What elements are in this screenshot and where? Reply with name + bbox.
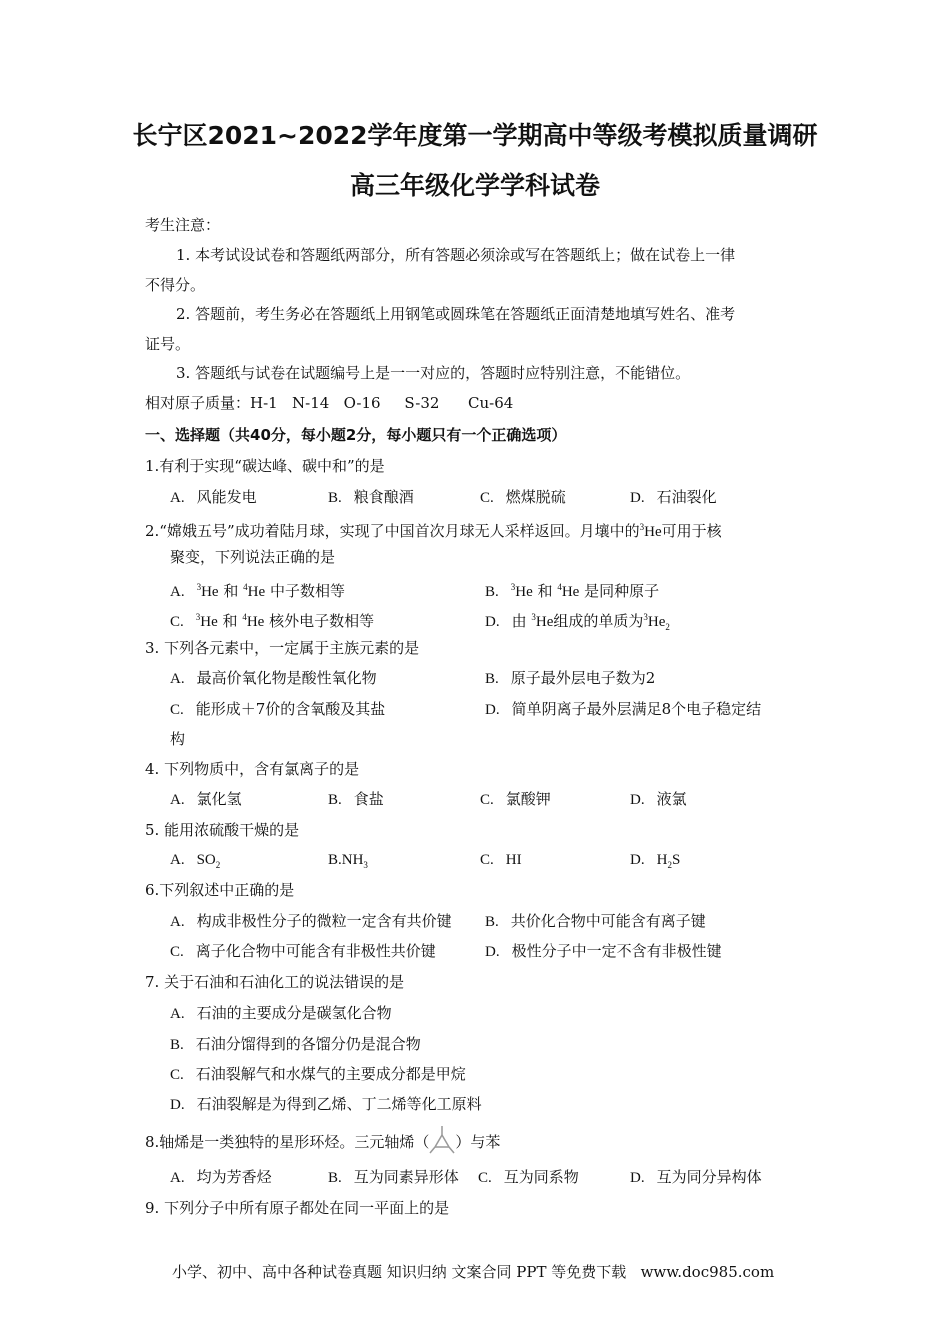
text: B. (170, 1037, 184, 1053)
option-a (170, 577, 345, 602)
text: 3 (643, 612, 648, 622)
option-d-cont: 构 (170, 730, 186, 748)
text: 和 (223, 582, 239, 600)
notice-item-3: 3. 答题纸与试卷在试题编号上是一一对应的，答题时应特别注意，不能错位。 (176, 364, 691, 382)
text: 构成非极性分子的微粒一定含有共价键 (196, 912, 452, 930)
text: 2 (665, 622, 670, 632)
text: 原子最外层电子数为2 (510, 669, 656, 687)
text: 4 (557, 582, 562, 592)
question-8 (145, 1130, 500, 1154)
text: 均为芳香烃 (196, 1168, 272, 1186)
text: 石油裂解是为得到乙烯、丁二烯等化工原料 (196, 1095, 482, 1113)
text: 2.“嫦娥五号”成功着陆月球，实现了中国首次月球无人采样返回。月壤中的 (145, 522, 640, 540)
text: D. (630, 852, 645, 868)
notice-item-2: 2. 答题前，考生务必在答题纸上用钢笔或圆珠笔在答题纸正面清楚地填写姓名、准考 (176, 305, 736, 323)
option-d (485, 607, 670, 637)
text: 2 (667, 860, 672, 870)
footer-ad: 小学、初中、高中各种试卷真题 知识归纳 文案合同 PPT 等免费下载 www.doc985.com (172, 1263, 775, 1281)
option-a (170, 668, 377, 689)
text: He (246, 614, 265, 630)
text: HI (505, 852, 522, 868)
text: 3 (639, 522, 645, 532)
text: 3 (531, 612, 536, 622)
text: A. (170, 490, 185, 506)
text: 组成的单质为 (553, 612, 644, 630)
text: 和 (222, 612, 238, 630)
text: A. (170, 852, 185, 868)
text: 中子数相等 (269, 582, 345, 600)
option-b (328, 487, 414, 508)
text: He (200, 614, 218, 630)
text: B.NH (328, 852, 364, 868)
text: D. (170, 1097, 185, 1113)
text: SO (196, 852, 216, 868)
option-d (485, 699, 761, 720)
question-1: 1.有利于实现“碳达峰、碳中和”的是 (145, 457, 385, 475)
text: 2 (215, 860, 221, 870)
text: 由 (511, 612, 527, 630)
trimethylenecyclopropane-structure-icon (429, 1124, 455, 1154)
text: H (656, 852, 668, 868)
text: 氯化氢 (196, 790, 242, 808)
notice-heading: 考生注意： (145, 216, 221, 234)
notice-item-1: 1. 本考试设试卷和答题纸两部分，所有答题必须涂或写在答题纸上；做在试卷上一律 (176, 246, 736, 264)
notice-item-2-cont: 证号。 (145, 335, 191, 353)
text: B. (485, 584, 499, 600)
text: C. (170, 614, 184, 630)
text: C. (480, 792, 494, 808)
text: He (515, 584, 533, 600)
atomic-mass: 相对原子质量：H-1 N-14 O-16 S-32 Cu-64 (145, 394, 514, 412)
option-b (328, 1167, 459, 1188)
text: A. (170, 671, 185, 687)
text: C. (170, 702, 184, 718)
text: 最高价氧化物是酸性氧化物 (196, 669, 377, 687)
question-6: 6.下列叙述中正确的是 (145, 881, 295, 899)
question-7: 7. 关于石油和石油化工的说法错误的是 (145, 973, 405, 991)
question-9: 9. 下列分子中所有原子都处在同一平面上的是 (145, 1199, 450, 1217)
text: 简单阴离子最外层满足8个电子稳定结 (511, 700, 762, 718)
text: D. (630, 490, 645, 506)
option-c (170, 607, 374, 632)
text: He (247, 584, 266, 600)
text: 液氯 (656, 790, 687, 808)
text: B. (485, 914, 499, 930)
option-a (170, 1003, 392, 1024)
text: He (535, 614, 554, 630)
text: S (671, 852, 681, 868)
option-d (630, 487, 717, 508)
option-b (485, 577, 659, 602)
option-c (480, 487, 566, 508)
text: B. (485, 671, 499, 687)
text: 核外电子数相等 (269, 612, 375, 630)
option-c (478, 1167, 579, 1188)
option-a (170, 850, 220, 875)
option-b (485, 668, 655, 689)
text: 风能发电 (196, 488, 257, 506)
text: 8.轴烯是一类独特的星形环烃。三元轴烯（ (145, 1133, 430, 1151)
text: He (647, 614, 666, 630)
text: C. (170, 944, 184, 960)
text: He (644, 524, 662, 540)
option-a (170, 911, 452, 932)
option-d (630, 850, 680, 875)
text: A. (170, 584, 185, 600)
text: C. (480, 852, 494, 868)
text: ）与苯 (455, 1133, 501, 1151)
text: B. (328, 792, 342, 808)
text: D. (630, 1170, 645, 1186)
text: 互为同分异构体 (656, 1168, 762, 1186)
text: 3 (510, 582, 516, 592)
text: A. (170, 792, 185, 808)
text: 石油裂化 (656, 488, 717, 506)
text: 燃煤脱硫 (505, 488, 566, 506)
text: 粮食酿酒 (353, 488, 414, 506)
text: A. (170, 1006, 185, 1022)
notice-item-1-cont: 不得分。 (145, 276, 206, 294)
option-c (170, 1064, 466, 1085)
question-2-cont: 聚变，下列说法正确的是 (170, 548, 336, 566)
option-d (170, 1094, 482, 1115)
option-d (630, 1167, 762, 1188)
option-d (485, 941, 722, 962)
option-c (170, 941, 436, 962)
text: 3 (196, 582, 202, 592)
text: 和 (537, 582, 553, 600)
option-a (170, 789, 242, 810)
option-c (170, 699, 385, 720)
text: D. (485, 614, 500, 630)
text: D. (485, 944, 500, 960)
text: 石油的主要成分是碳氢化合物 (196, 1004, 392, 1022)
option-c (480, 850, 522, 870)
text: 互为同系物 (503, 1168, 579, 1186)
option-a (170, 1167, 272, 1188)
text: 3 (195, 612, 201, 622)
text: 石油分馏得到的各馏分仍是混合物 (195, 1035, 421, 1053)
text: 共价化合物中可能含有离子键 (510, 912, 706, 930)
text: B. (328, 490, 342, 506)
question-3: 3. 下列各元素中，一定属于主族元素的是 (145, 639, 420, 657)
text: 4 (243, 582, 248, 592)
text: D. (630, 792, 645, 808)
question-2 (145, 517, 722, 542)
text: 石油裂解气和水煤气的主要成分都是甲烷 (195, 1065, 466, 1083)
text: 4 (242, 612, 247, 622)
text: D. (485, 702, 500, 718)
text: 氯酸钾 (505, 790, 551, 808)
option-c (480, 789, 551, 810)
text: 3 (363, 860, 368, 870)
text: C. (478, 1170, 492, 1186)
option-b (328, 850, 368, 875)
text: C. (480, 490, 494, 506)
text: He (201, 584, 219, 600)
text: A. (170, 1170, 185, 1186)
option-b (170, 1034, 421, 1055)
text: B. (328, 1170, 342, 1186)
option-b (485, 911, 706, 932)
section-heading: 一、选择题（共40分，每小题2分，每小题只有一个正确选项） (145, 426, 567, 444)
text: 可用于核 (661, 522, 722, 540)
text: C. (170, 1067, 184, 1083)
text: 能形成＋7价的含氧酸及其盐 (195, 700, 386, 718)
text: 食盐 (353, 790, 384, 808)
text: 极性分子中一定不含有非极性键 (511, 942, 722, 960)
option-d (630, 789, 687, 810)
option-a (170, 487, 257, 508)
text: 是同种原子 (584, 582, 660, 600)
option-b (328, 789, 384, 810)
text: 互为同素异形体 (353, 1168, 459, 1186)
text: 离子化合物中可能含有非极性共价键 (195, 942, 436, 960)
exam-subtitle: 高三年级化学学科试卷 (349, 171, 600, 200)
question-4: 4. 下列物质中，含有氯离子的是 (145, 760, 360, 778)
text: A. (170, 914, 185, 930)
text: He (561, 584, 580, 600)
question-5: 5. 能用浓硫酸干燥的是 (145, 821, 300, 839)
exam-title: 长宁区2021~2022学年度第一学期高中等级考模拟质量调研 (132, 121, 818, 150)
